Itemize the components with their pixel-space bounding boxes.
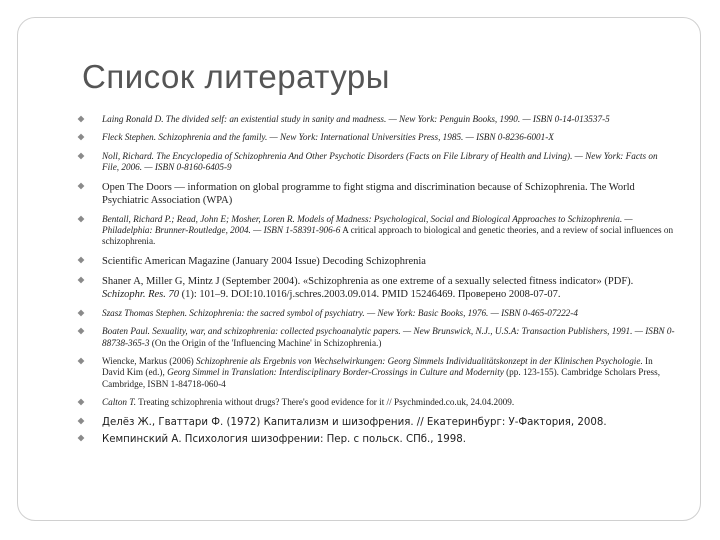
bullet-icon	[78, 358, 84, 364]
reference-text: Noll, Richard. The Encyclopedia of Schizophrenia And Other Psychotic Disorders (Facts on File Library of Health and Living). — New York: Facts on File, 2006. — ISBN 0-8160-6405-9	[102, 150, 658, 173]
bullet-icon	[78, 153, 84, 159]
bullet-icon	[78, 183, 84, 189]
reference-details: (1): 101–9. DOI:10.1016/j.schres.2003.09.014. PMID 15246469.	[179, 288, 458, 300]
list-item	[76, 151, 676, 174]
reference-title: Schizophrenie als Ergebnis von Wechselwirkungen: Georg Simmels Individualitätskonzept in der Klinischen Psychologie.	[196, 356, 643, 367]
list-item	[76, 214, 676, 248]
reference-note: A critical approach to biological and genetic theories, and a review of social influences on schizophrenia.	[102, 225, 674, 247]
page-title: Список литературы	[82, 58, 390, 95]
bullet-icon	[78, 277, 84, 283]
reference-list	[76, 114, 676, 450]
reference-text: Делёз Ж., Гваттари Ф. (1972) Капитализм и шизофрения. // Екатеринбург: У-Фактория, 2008.	[102, 416, 607, 428]
list-item	[76, 132, 676, 143]
journal-name: Schizophr. Res. 70	[102, 288, 179, 300]
bullet-icon	[78, 216, 84, 222]
reference-text: Shaner A, Miller G, Mintz J (September 2004). «Schizophrenia as one extreme of a sexually selected fitness indicator» (PDF).	[102, 275, 634, 287]
list-item	[76, 416, 676, 429]
checked-date: Проверено 2008-07-07.	[457, 288, 561, 300]
bullet-icon	[78, 399, 84, 405]
reference-text: Boaten Paul. Sexuality, war, and schizophrenia: collected psychoanalytic papers. — New Brunswick, N.J., U.S.A: Transaction Publishers, 1991. — ISBN 0-88738-365-3	[102, 326, 675, 348]
bullet-icon	[78, 310, 84, 316]
reference-text: Fleck Stephen. Schizophrenia and the family. — New York: International Universities Press, 1985. — ISBN 0-8236-6001-X	[102, 132, 554, 143]
reference-text: Open The Doors — information on global programme to fight stigma and discrimination because of Schizophrenia. The World Psychiatric Association (WPA)	[102, 181, 635, 206]
list-item	[76, 181, 676, 207]
reference-author: Wiencke, Markus (2006)	[102, 356, 197, 367]
bullet-icon	[78, 134, 84, 140]
book-title: Georg Simmel in Translation: Interdisciplinary Border-Crossings in Culture and Modernity	[167, 367, 504, 378]
bullet-icon	[78, 435, 84, 441]
bullet-icon	[78, 116, 84, 122]
reference-text: Laing Ronald D. The divided self: an existential study in sanity and madness. — New York: Penguin Books, 1990. — ISBN 0-14-013537-5	[102, 114, 610, 124]
list-item	[76, 114, 676, 125]
reference-text: Scientific American Magazine (January 2004 Issue) Decoding Schizophrenia	[102, 255, 426, 267]
list-item	[76, 326, 676, 349]
reference-details: (pp. 123-155). Cambridge Scholars Press, Cambridge, ISBN 1-84718-060-4	[102, 367, 660, 389]
list-item	[76, 397, 676, 408]
bullet-icon	[78, 328, 84, 334]
list-item	[76, 255, 676, 268]
reference-text: Bentall, Richard P.; Read, John E; Mosher, Loren R. Models of Madness: Psychological, Social and Biological Approaches to Schizophrenia. — Philadelphia: Brunner-Routledge, 2004. — ISBN 1-58391-906-6	[102, 213, 633, 236]
reference-text: Treating schizophrenia without drugs? There's good evidence for it // Psychminded.co.uk, 24.04.2009.	[136, 397, 515, 408]
bullet-icon	[78, 418, 84, 424]
list-item	[76, 308, 676, 319]
reference-note: (On the Origin of the 'Influencing Machine' in Schizophrenia.)	[149, 337, 382, 348]
list-item	[76, 356, 676, 390]
reference-author: Calton T.	[102, 397, 137, 408]
reference-editor: In David Kim (ed.),	[102, 356, 653, 378]
reference-text: Кемпинский А. Психология шизофрении: Пер. с польск. СПб., 1998.	[102, 433, 466, 445]
reference-text: Szasz Thomas Stephen. Schizophrenia: the sacred symbol of psychiatry. — New York: Basic Books, 1976. — ISBN 0-465-07222-4	[102, 307, 578, 318]
bullet-icon	[78, 257, 84, 263]
list-item	[76, 433, 676, 446]
list-item	[76, 275, 676, 301]
